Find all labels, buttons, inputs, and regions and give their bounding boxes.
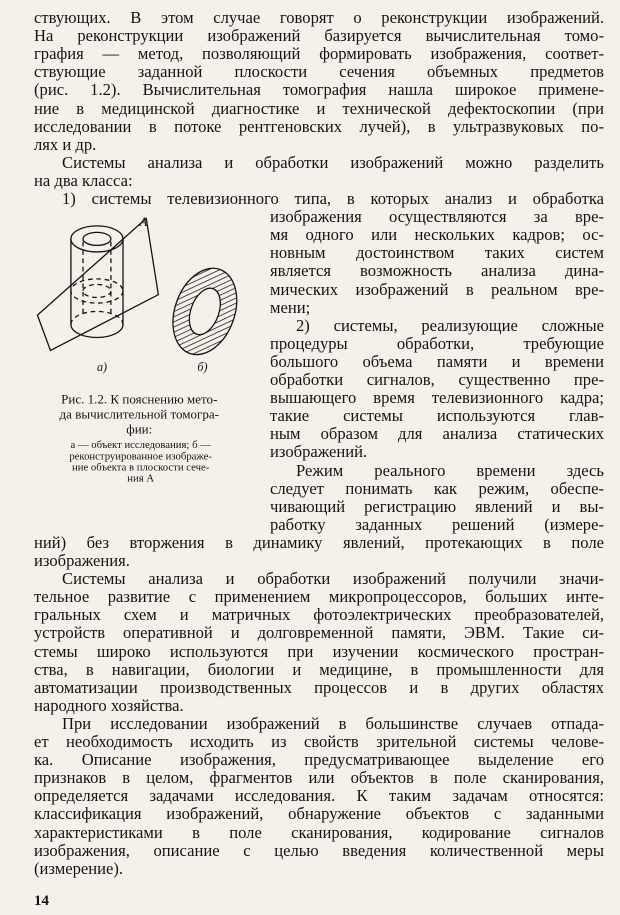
text-line: ка. Описание изображения, предусматривающее выделение его bbox=[34, 750, 604, 770]
text-line: ний) без вторжения в динамику явлений, протекающих в поле bbox=[34, 532, 604, 552]
text-line: ным образом для анализа статических bbox=[270, 424, 604, 444]
text-line: работку заданных решений (измере- bbox=[270, 514, 604, 534]
text-line: графия — метод, позволяющий формировать изображения, соответ- bbox=[34, 44, 604, 64]
text-line: ние в медицинской диагностике и технической дефектоскопии (при bbox=[34, 98, 604, 118]
text-line: гральных схем и матричных фотоэлектрических преобразователей, bbox=[34, 605, 604, 625]
figure-caption-line: Рис. 1.2. К пояснению мето- bbox=[61, 393, 218, 408]
text-line: обработки сигналов, существенно пре- bbox=[270, 370, 604, 389]
text-line: Режим реального времени здесь bbox=[296, 460, 604, 480]
reconstructed-ring bbox=[162, 259, 248, 363]
figure-legend-line: а — объект исследования; б — bbox=[70, 439, 211, 452]
label-b: б) bbox=[197, 360, 208, 375]
text-line: классификация изображений, обнаружение объектов с заданными bbox=[34, 804, 604, 824]
text-line: Системы анализа и обработки изображений получили значи- bbox=[62, 569, 604, 589]
cylinder-object bbox=[71, 226, 123, 338]
text-line: такие системы используются глав- bbox=[270, 406, 604, 426]
text-line: мя одного или нескольких кадров; ос- bbox=[270, 225, 604, 245]
label-a: а) bbox=[96, 360, 108, 375]
figure-legend-line: реконструированное изображе- bbox=[69, 451, 213, 463]
text-line: мических изображений в реальном вре- bbox=[270, 279, 604, 299]
plane-label: A bbox=[139, 214, 148, 229]
figure-caption-line: фии: bbox=[126, 423, 153, 438]
text-line: При исследовании изображений в большинстве случаев отпада- bbox=[62, 713, 604, 733]
text-line: ствующие заданной плоскости сечения объемных предметов bbox=[34, 62, 604, 82]
figure-legend-line: ние объекта в плоскости сече- bbox=[72, 462, 210, 474]
text-line: народного хозяйства. bbox=[34, 695, 184, 715]
text-line: автоматизации производственных процессов и в других областях bbox=[34, 677, 604, 697]
text-line: на два класса: bbox=[34, 170, 133, 190]
text-line: определяется задачами исследования. К таким задачам относятся: bbox=[34, 786, 604, 806]
page-number: 14 bbox=[34, 893, 49, 909]
text-line: изображений. bbox=[270, 442, 368, 462]
text-line: мени; bbox=[270, 297, 311, 317]
text-line: вышающего время телевизионного кадра; bbox=[270, 388, 604, 408]
figure-1-2 bbox=[30, 211, 249, 485]
text-line: ства, в навигации, биологии и медицине, в промышленности для bbox=[34, 659, 604, 679]
text-line: является возможность анализа дина- bbox=[270, 261, 604, 281]
text-line: изображения осуществляются за вре- bbox=[270, 207, 604, 227]
text-line: 1) системы телевизионного типа, в которых анализ и обработка bbox=[62, 189, 604, 208]
text-line: характеристиками в поле сканирования, кодирование сигналов bbox=[34, 822, 604, 842]
text-line: ет необходимость исходить из свойств зрительной системы челове- bbox=[34, 732, 604, 751]
text-line: изображения, описание с целью введения количественной меры bbox=[34, 840, 604, 860]
text-line: признаков в целом, фрагментов или объектов в поле сканирования, bbox=[34, 768, 604, 788]
text-line: (рис. 1.2). Вычислительная томография нашла широкое примене- bbox=[34, 80, 604, 100]
text-line: ствующих. В этом случае говорят о реконструкции изображений. bbox=[34, 8, 604, 27]
text-line: 2) системы, реализующие сложные bbox=[296, 315, 604, 335]
text-line: На реконструкции изображений базируется вычислительная томо- bbox=[34, 26, 604, 46]
text-line: Системы анализа и обработки изображений можно разделить bbox=[62, 152, 604, 172]
figure-caption-line: да вычислительной томогра- bbox=[59, 408, 219, 423]
tomography-illustration bbox=[30, 211, 249, 378]
text-line: новным достоинством таких систем bbox=[270, 243, 604, 263]
text-line: изображения. bbox=[34, 551, 130, 570]
text-line: стемы широко используются при изучении космического простран- bbox=[34, 641, 604, 661]
text-line: устройств оперативной и долговременной памяти, ЭВМ. Такие си- bbox=[34, 623, 604, 643]
text-line: большого объема памяти и времени bbox=[270, 351, 604, 371]
text-line: (измерение). bbox=[34, 858, 124, 878]
figure-legend-line: ния А bbox=[127, 473, 155, 485]
text-line: лях и др. bbox=[34, 134, 97, 154]
text-line: чивающий регистрацию явлений и вы- bbox=[270, 496, 604, 516]
text-line: тельное развитие с применением микропроцессоров, больших инте- bbox=[34, 587, 604, 607]
text-line: процедуры обработки, требующие bbox=[270, 333, 604, 353]
text-line: следует понимать как режим, обеспе- bbox=[270, 478, 604, 498]
text-line: исследовании в потоке рентгеновских лучей), в ультразвуковых по- bbox=[34, 116, 604, 136]
